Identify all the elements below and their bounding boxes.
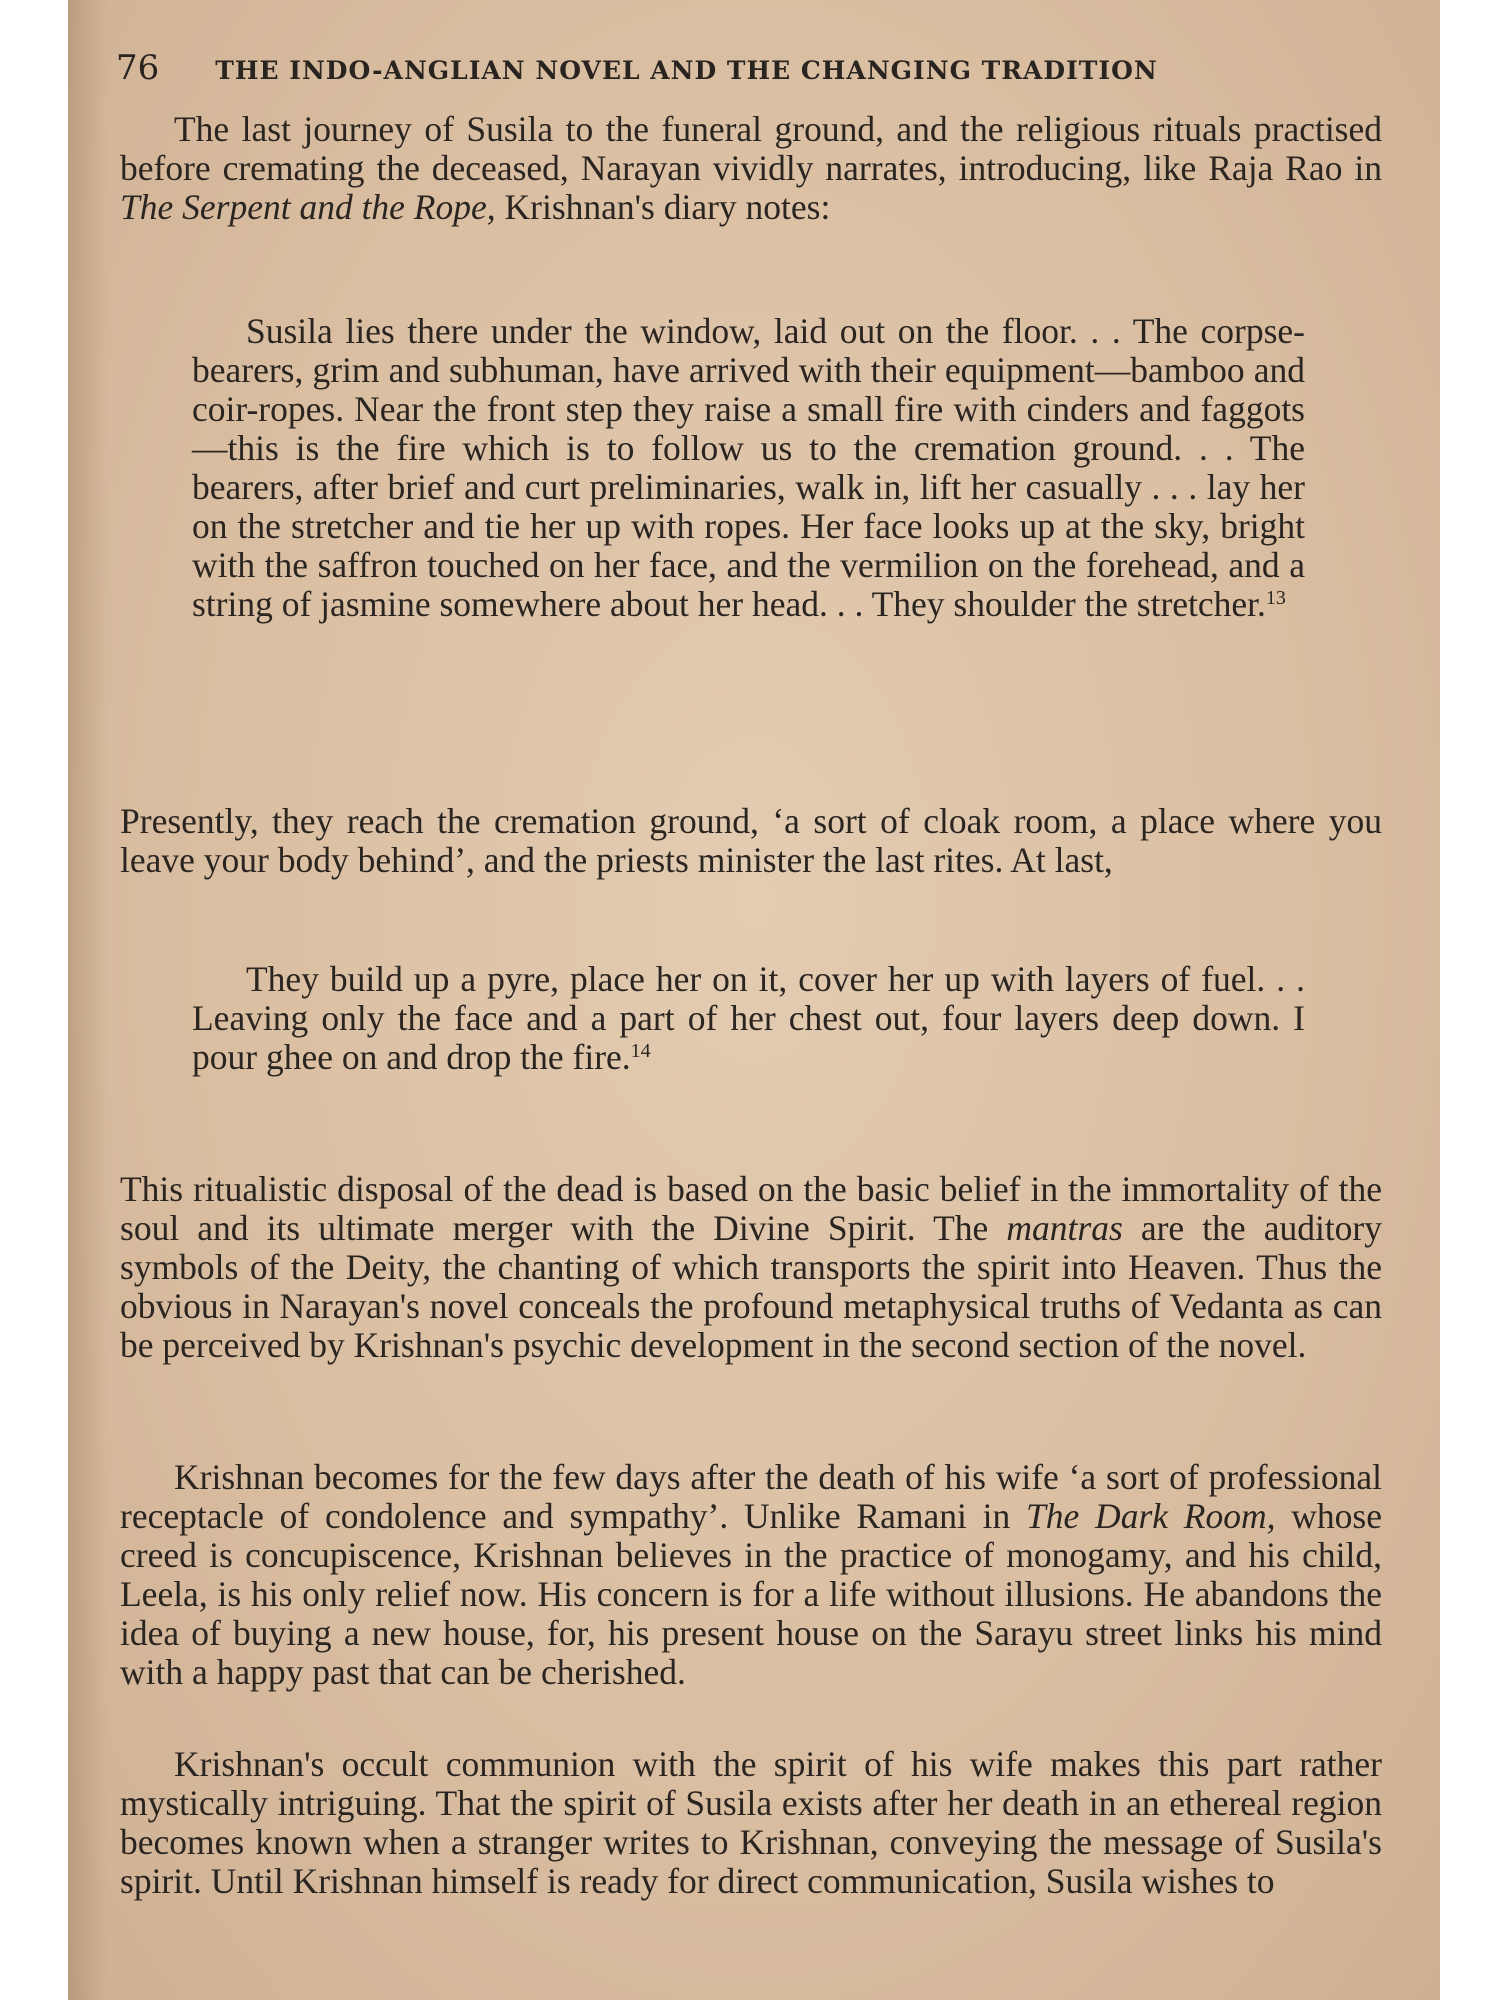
paragraph-5: Krishnan's occult communion with the spirit of his wife makes this part rather mystically intriguing. That the spirit of Susila exists after her death in an ethereal region becomes known when a stranger writes to Krishnan, conveying the message of Susila's spirit. Until Krishnan himself is ready for direct communication, Susila wishes to <box>120 1744 1382 1901</box>
paragraph-2: Presently, they reach the cremation ground, ‘a sort of cloak room, a place where you leave your body behind’, and the priests minister the last rites. At last, <box>120 801 1382 880</box>
running-head: THE INDO-ANGLIAN NOVEL AND THE CHANGING TRADITION <box>215 56 1158 85</box>
block-quote-2: They build up a pyre, place her on it, cover her up with layers of fuel. . . Leaving only the face and a part of her chest out, four layers deep down. I pour ghee on and drop the fire.$^{14}$ <box>192 959 1305 1077</box>
footnote-marker: 14 <box>630 1040 651 1062</box>
paragraph-3: This ritualistic disposal of the dead is based on the basic belief in the immortality of the soul and its ultimate merger with the Divine Spirit. The mantras are the auditory symbols of the Deity, the chanting of which transports the spirit into Heaven. Thus the obvious in Narayan's novel conceals the profound metaphysical truths of Vedanta as can be perceived by Krishnan's psychic development in the second section of the novel. <box>120 1169 1382 1365</box>
scanned-page <box>68 0 1440 2000</box>
italic-term: mantras <box>1006 1208 1123 1248</box>
page-header <box>116 48 1340 88</box>
footnote-marker: 13 <box>1265 587 1286 609</box>
paragraph-4: Krishnan becomes for the few days after the death of his wife ‘a sort of professional receptacle of condolence and sympathy’. Unlike Ramani in The Dark Room, whose creed is concupiscence, Krishnan believes in the practice of monogamy, and his child, Leela, is his only relief now. His concern is for a life without illusions. He abandons the idea of buying a new house, for, his present house on the Sarayu street links his mind with a happy past that can be cherished. <box>120 1457 1382 1692</box>
page-number: 76 <box>116 48 160 88</box>
book-title: The Dark Room, <box>1026 1496 1276 1536</box>
paragraph-1: The last journey of Susila to the funeral ground, and the religious rituals practised before cremating the deceased, Narayan vividly narrates, introducing, like Raja Rao in The Serpent and the Rope, Krishnan's diary notes: <box>120 109 1382 227</box>
book-title: The Serpent and the Rope, <box>120 187 496 227</box>
block-quote-1: Susila lies there under the window, laid out on the floor. . . The corpse-bearers, grim and subhuman, have arrived with their equipment—bamboo and coir-ropes. Near the front step they raise a small fire with cinders and faggots—this is the fire which is to follow us to the cremation ground. . . The bearers, after brief and curt preliminaries, walk in, lift her casually . . . lay her on the stretcher and tie her up with ropes. Her face looks up at the sky, bright with the saffron touched on her face, and the vermilion on the forehead, and a string of jasmine somewhere about her head. . . They shoulder the stretcher.$^{13}$ <box>192 311 1305 624</box>
